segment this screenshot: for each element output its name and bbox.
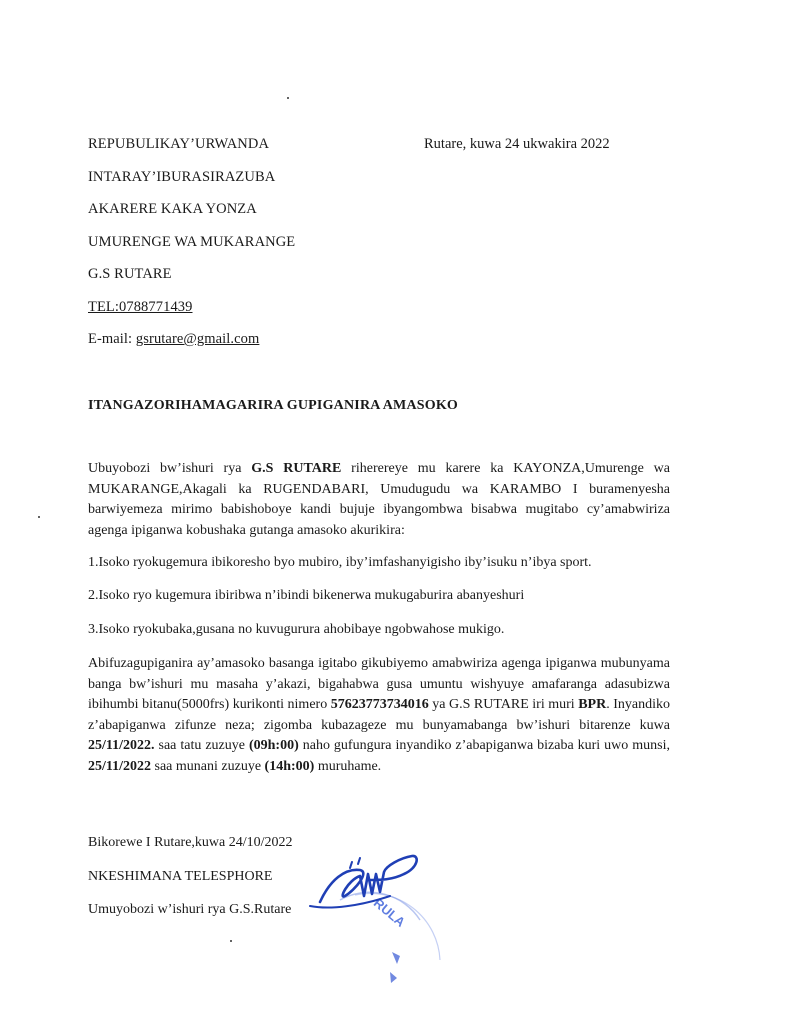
opening-date: 25/11/2022: [88, 758, 152, 774]
tender-item-1: 1.Isoko ryokugemura ibikoresho byo mubiro, iby’imfashanyigisho iby’isuku n’ibya sport.: [88, 555, 592, 570]
scan-speck: [38, 516, 40, 518]
closing-place-date: Bikorewe I Rutare,kuwa 24/10/2022: [88, 835, 293, 850]
header-sector: UMURENGE WA MUKARANGE: [88, 234, 296, 250]
date-line: Rutare, kuwa 24 ukwakira 2022: [424, 136, 610, 152]
scan-speck: [230, 940, 232, 942]
scan-speck: [287, 97, 289, 99]
signature: [300, 840, 430, 920]
intro-paragraph: Ubuyobozi bw’ishuri rya G.S RUTARE riherereye mu karere ka KAYONZA,Umurenge wa MUKARANGE,Akagali ka RUGENDABARI, Umudugudu wa KARAMBO I buramenyesha barwiyemeza mirimo babishoboye kandi bujuje ibyangombwa bisabwa mugitabo cy’amabwiriza agenga ipiganwa kobushaka gutanga amasoko akurikira:: [88, 461, 670, 538]
tender-item-2: 2.Isoko ryo kugemura ibiribwa n’ibindi bikenerwa mukugaburira abanyeshuri: [88, 588, 525, 603]
header-email: [88, 331, 259, 348]
submission-deadline: 25/11/2022.: [88, 738, 155, 753]
submission-time: (09h:00): [248, 738, 299, 753]
header-school: G.S RUTARE: [88, 266, 172, 282]
email-label: E-mail:: [88, 331, 136, 347]
signatory-role: Umuyobozi w’ishuri rya G.S.Rutare: [88, 902, 292, 917]
header-republic: REPUBULIKAY’URWANDA: [88, 136, 270, 152]
instructions-paragraph: Abifuzagupiganira ay’amasoko basanga igitabo gikubiyemo amabwiriza agenga ipiganwa mubunyama banga bw’ishuri mu masaha y’akazi, bigahabwa gusa umuntu wishyuye amafaranga adasubizwa ibihumbi bitanu(5000frs) kurikonti nimero 57623773734016 ya G.S RUTARE iri muri BPR. Inyandiko z’abapiganwa zifunze neza; zigomba kubazageze mu bunyamabanga bw’ishuri bitarenze kuwa 25/11/2022. saa tatu zuzuye (09h:00) naho gufungura inyandiko z’abapiganwa bizaba kuri uwo munsi, 25/11/2022 saa munani zuzuye (14h:00) muruhame.: [88, 656, 671, 774]
bank-name: BPR: [578, 697, 607, 712]
email-link[interactable]: gsrutare@gmail.com: [135, 331, 260, 347]
tender-item-3: 3.Isoko ryokubaka,gusana no kuvugurura ahobibaye ngobwahose mukigo.: [88, 622, 505, 637]
header-district: AKARERE KAKA YONZA: [88, 201, 257, 217]
opening-time: (14h:00): [264, 758, 315, 774]
header-province: INTARAY’IBURASIRAZUBA: [88, 169, 276, 185]
header-tel: TEL:0788771439: [88, 299, 193, 315]
account-number: 57623773734016: [330, 697, 429, 712]
announcement-title: ITANGAZORIHAMAGARIRA GUPIGANIRA AMASOKO: [88, 398, 459, 413]
school-name-bold: G.S RUTARE: [251, 461, 342, 476]
signatory-name: NKESHIMANA TELESPHORE: [88, 869, 273, 884]
stamp-lettering: RULA: [370, 895, 409, 930]
